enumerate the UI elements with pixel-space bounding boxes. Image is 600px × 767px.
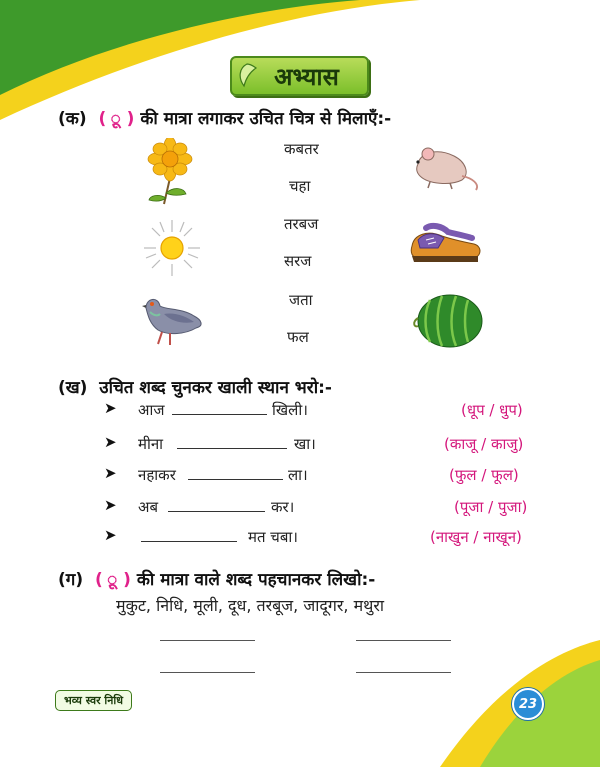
fill-row-5-options: (नाखुन / नाखून)	[430, 528, 522, 546]
section-c-word-list: मुकुट, निधि, मूली, दूध, तरबूज, जादूगर, मथुरा	[116, 596, 385, 615]
fill-row-4-after: कर।	[271, 498, 295, 516]
match-word-2: चहा	[289, 177, 311, 195]
shoes-icon	[408, 220, 484, 268]
fill-row-5-after: मत चबा।	[248, 528, 298, 546]
fill-row-1-before: आज	[138, 401, 165, 419]
fill-row-3-after: ला।	[288, 466, 308, 484]
fill-row-1-options: (धूप / धुप)	[461, 401, 523, 419]
watermelon-icon	[410, 292, 484, 350]
writing-line-3[interactable]	[160, 672, 255, 673]
section-c-matra: ( ़ू )	[94, 570, 131, 590]
fill-row-4-options: (पूजा / पुजा)	[454, 498, 528, 516]
section-b-instruction: उचित शब्द चुनकर खाली स्थान भरो:-	[99, 378, 332, 398]
section-a-heading	[58, 106, 391, 129]
page-number: 23	[512, 688, 544, 720]
book-name-tag: भव्य स्वर निधि	[55, 690, 132, 711]
match-word-3: तरबज	[284, 215, 319, 233]
fill-row-2-options: (काजू / काजु)	[444, 435, 524, 453]
section-c-label: (ग)	[58, 570, 84, 590]
fill-row-5-blank[interactable]	[141, 541, 237, 542]
pigeon-icon	[138, 290, 206, 350]
match-word-6: फल	[287, 328, 309, 346]
leaf-icon	[236, 62, 258, 88]
fill-row-2-blank[interactable]	[177, 448, 287, 449]
sun-icon	[142, 218, 202, 278]
section-c-heading	[58, 567, 375, 590]
fill-row-4-blank[interactable]	[168, 511, 265, 512]
flower-icon	[140, 138, 202, 208]
arrow-bullet-icon: ➤	[104, 464, 117, 482]
writing-line-2[interactable]	[356, 640, 451, 641]
arrow-bullet-icon: ➤	[104, 496, 117, 514]
writing-line-1[interactable]	[160, 640, 255, 641]
match-word-1: कबतर	[284, 140, 319, 158]
exercise-title-box	[230, 56, 369, 96]
fill-row-4-before: अब	[138, 498, 159, 516]
arrow-bullet-icon: ➤	[104, 399, 117, 417]
fill-row-3-options: (फुल / फूल)	[449, 466, 519, 484]
section-a-matra: ( ़ू )	[98, 109, 135, 129]
fill-row-3-before: नहाकर	[138, 466, 176, 484]
section-b-heading	[58, 375, 332, 398]
fill-row-2-before: मीना	[138, 435, 164, 453]
section-a-label: (क)	[58, 109, 87, 129]
match-word-4: सरज	[284, 252, 312, 270]
section-a-instruction: की मात्रा लगाकर उचित चित्र से मिलाएँ:-	[140, 109, 392, 129]
section-b-label: (ख)	[58, 378, 88, 398]
arrow-bullet-icon: ➤	[104, 433, 117, 451]
arrow-bullet-icon: ➤	[104, 526, 117, 544]
writing-line-4[interactable]	[356, 672, 451, 673]
page-title: अभ्यास	[274, 61, 339, 91]
fill-row-3-blank[interactable]	[188, 479, 283, 480]
fill-row-1-blank[interactable]	[172, 414, 267, 415]
mouse-icon	[410, 142, 482, 194]
section-c-instruction: की मात्रा वाले शब्द पहचानकर लिखो:-	[136, 570, 376, 590]
fill-row-2-after: खा।	[294, 435, 316, 453]
fill-row-1-after: खिली।	[272, 401, 308, 419]
match-word-5: जता	[289, 291, 313, 309]
